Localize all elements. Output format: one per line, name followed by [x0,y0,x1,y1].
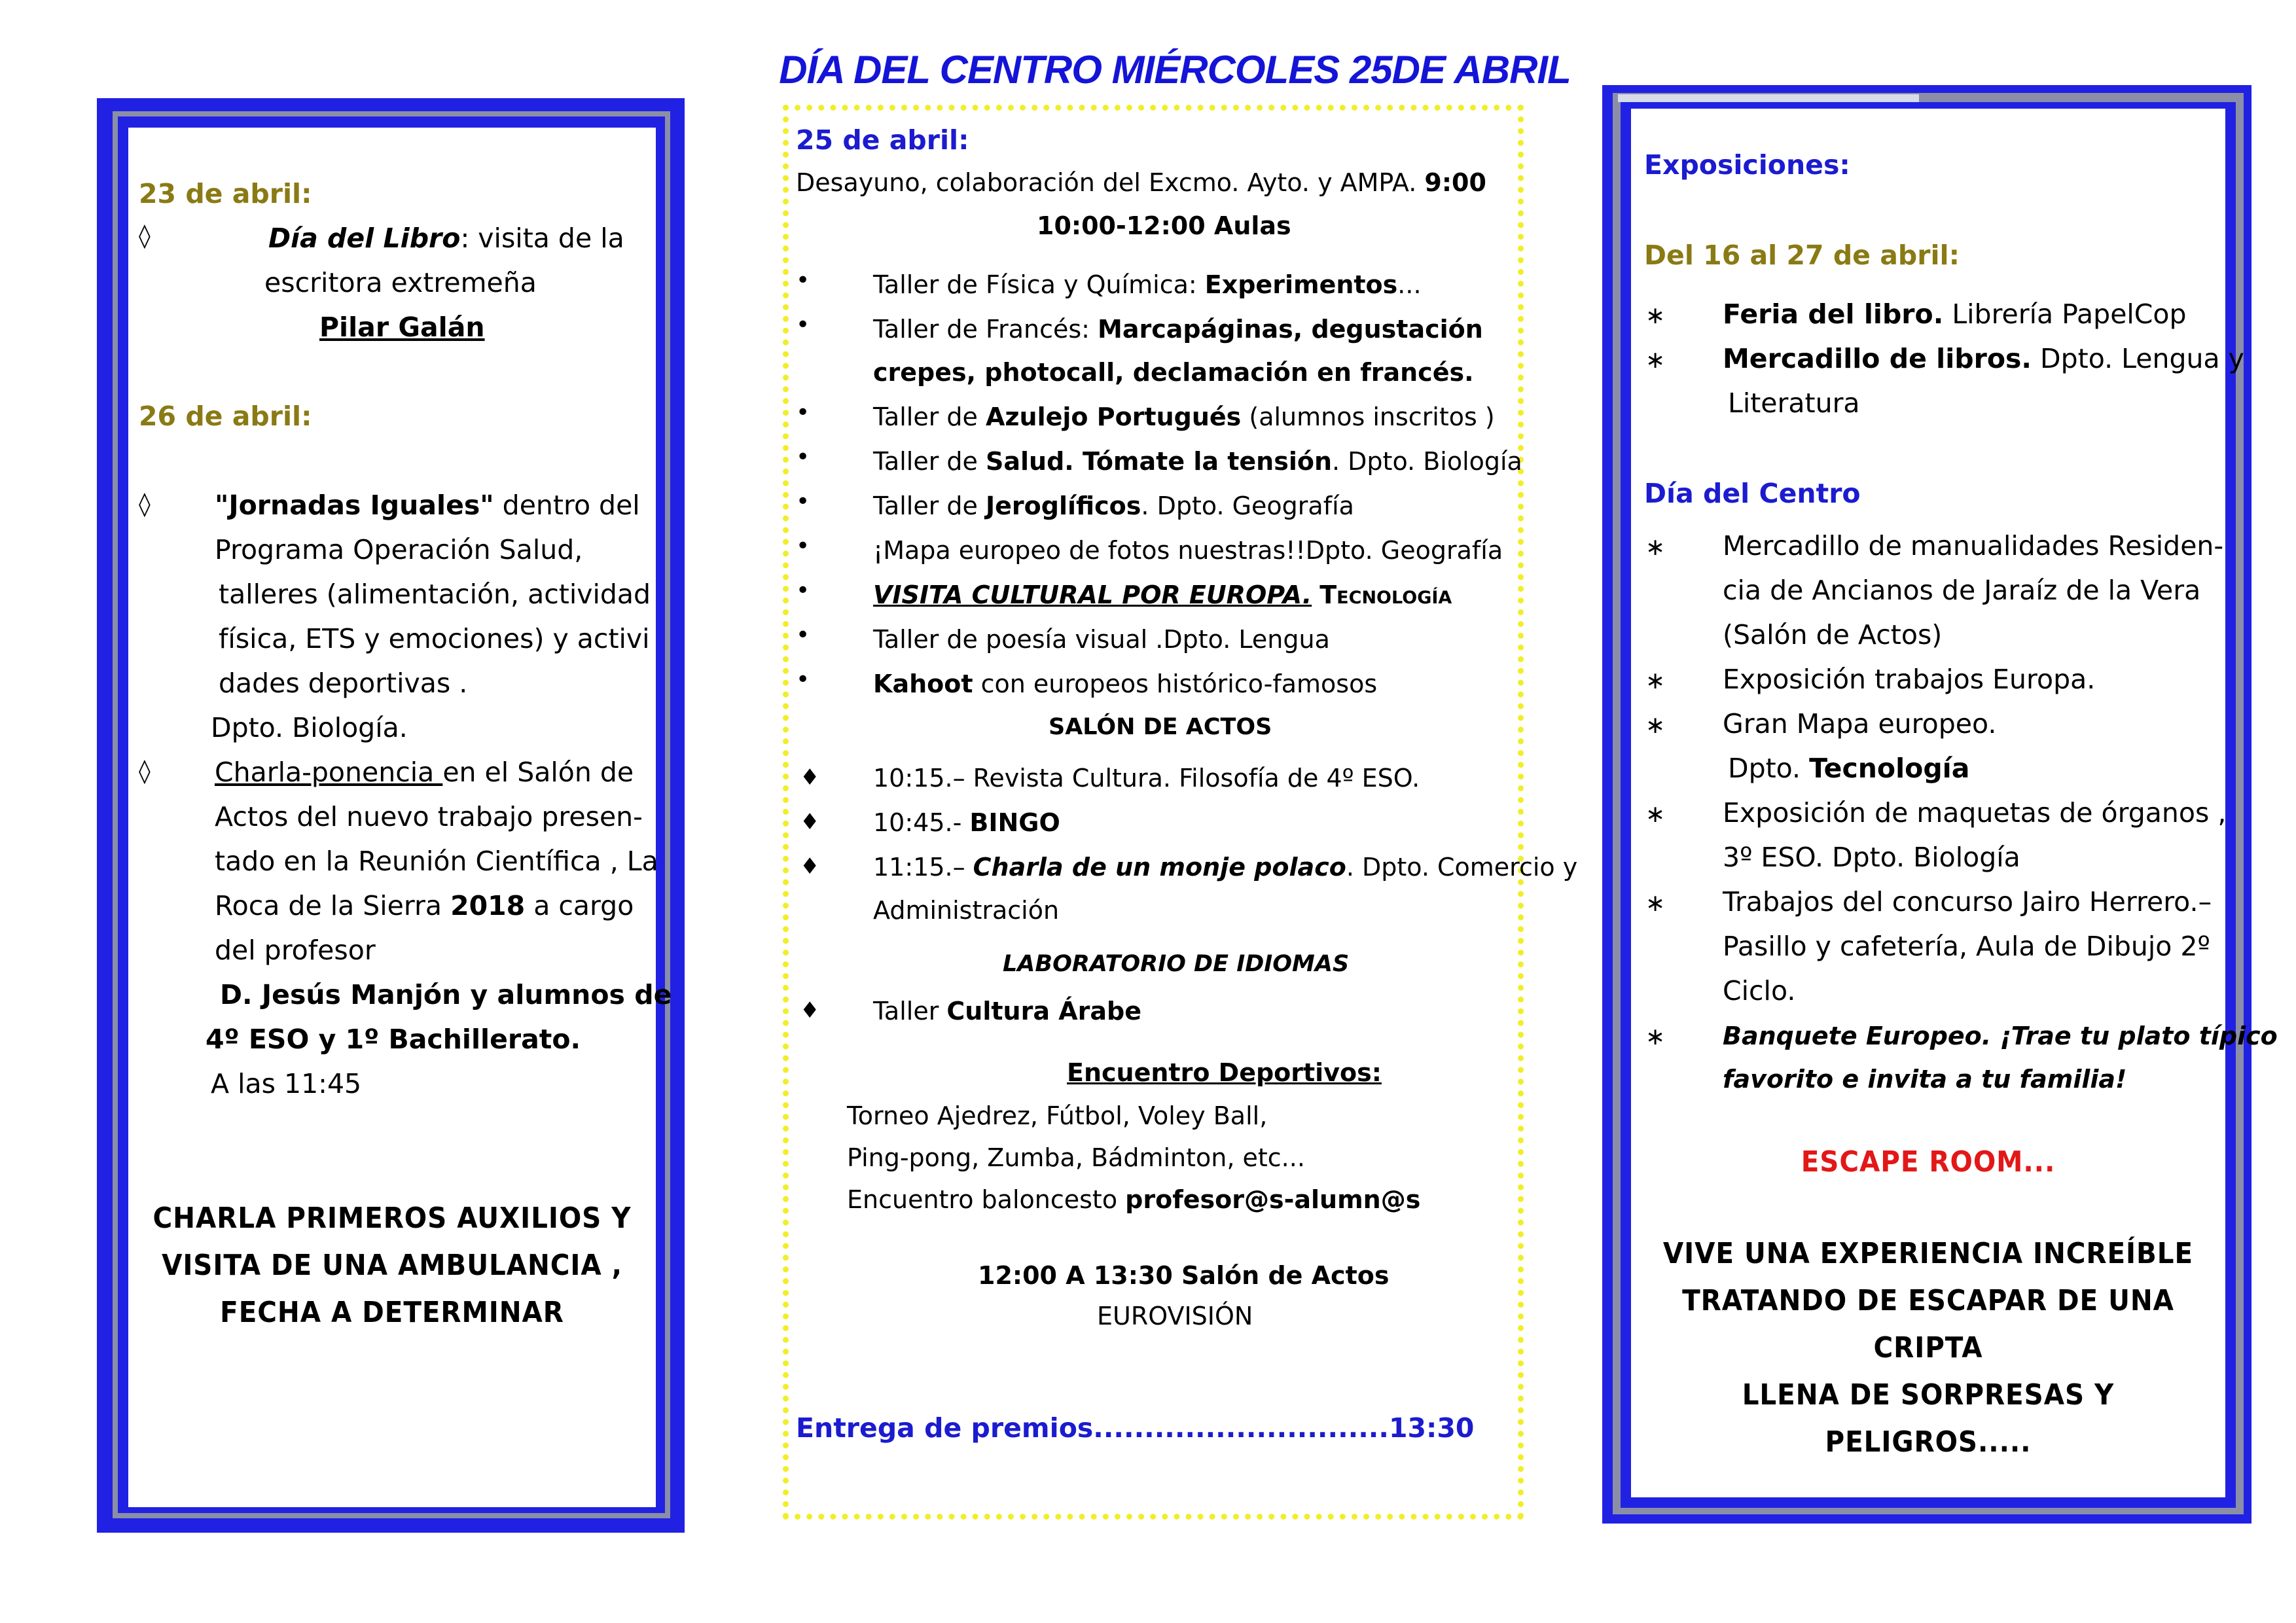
salon-item [873,801,1060,844]
author-name: Pilar Galán [319,312,485,343]
salon-text: 10:45.- [873,808,970,837]
left-item-2-line: dades deportivas . [219,668,468,699]
jornadas-iguales: "Jornadas Iguales" [215,490,494,521]
charla-monje: Charla de un monje polaco [973,853,1346,882]
workshop-item [873,484,1354,527]
right-item-line: Exposición trabajos Europa. [1723,664,2096,695]
expo-dates: Del 16 al 27 de abril: [1644,240,1960,271]
left-item-3-line: Actos del nuevo trabajo presen- [215,801,643,832]
lab-item [873,990,1141,1033]
right-item-line: (Salón de Actos) [1723,619,1943,651]
sports-line: Torneo Ajedrez, Fútbol, Voley Ball, [847,1101,1268,1130]
workshop-item [873,308,1483,351]
star-bullet-icon: ∗ [1645,801,1666,828]
feria-bold: Feria del libro. [1723,298,1944,330]
year-2018: 2018 [450,890,526,921]
left-item-3-line: del profesor [215,935,376,966]
left-item-3 [215,750,634,794]
left-item-2-line: Programa Operación Salud, [215,534,583,565]
left-item-3-l4c: a cargo [525,890,634,921]
workshop-text: Taller de [873,447,986,476]
left-item-3-line: tado en la Reunión Científica , La [215,846,658,877]
star-bullet-icon: ∗ [1645,302,1666,329]
page-title: DÍA DEL CENTRO MIÉRCOLES 25DE ABRIL [779,48,1571,92]
mercadillo-bold: Mercadillo de libros. [1723,343,2032,374]
workshop-item-line2: crepes, photocall, declamación en francés. [873,358,1474,387]
workshop-text: . Dpto. Geografía [1141,491,1354,520]
workshop-text: ... [1397,270,1422,299]
tecnologia-line [1728,746,1969,791]
star-bullet-icon: ∗ [1645,668,1666,694]
sports-heading: Encuentro Deportivos: [1067,1058,1382,1087]
workshop-item: Taller de poesía visual .Dpto. Lengua [873,625,1330,654]
first-aid-line: VISITA DE UNA AMBULANCIA , [162,1249,622,1282]
banquete-line: favorito e invita a tu familia! [1723,1065,2127,1094]
right-item-line: Ciclo. [1723,975,1796,1007]
salon-item-line2: Administración [873,896,1060,925]
workshop-text: . Dpto. Biología [1332,447,1522,476]
aulas-line: 10:00-12:00 Aulas [1037,211,1291,240]
charla-ponencia: Charla-ponencia [215,757,443,788]
diamond-icon: ♦ [800,853,820,880]
lab-text: Taller [873,997,947,1026]
workshop-item [873,573,1452,616]
right-item-line: cia de Ancianos de Jaraíz de la Vera [1723,575,2201,606]
feria-item [1723,292,2187,336]
workshop-bold: Jeroglíficos [985,491,1141,520]
bullet-icon: • [796,444,810,471]
left-item-3-line [215,883,634,928]
workshop-text: con europeos histórico-famosos [973,669,1378,698]
workshop-item [873,395,1495,438]
dia-centro-heading: Día del Centro [1644,478,1861,509]
salon-item [873,846,1577,889]
salon-heading: SALÓN DE ACTOS [1049,714,1272,740]
bullet-icon: • [796,399,810,426]
date-26-april: 26 de abril: [139,401,312,432]
bullet-icon: • [796,533,810,560]
eurovision: EUROVISIÓN [1097,1302,1253,1330]
mercadillo-line2: Literatura [1728,387,1860,419]
workshop-text: (alumnos inscritos ) [1241,402,1495,431]
breakfast-text: Desayuno, colaboración del Excmo. Ayto. y AMPA. [796,168,1417,197]
escape-room-description [1655,1230,2201,1466]
tecnologia-label: Tecnología [1319,580,1452,609]
first-aid-line: CHARLA PRIMEROS AUXILIOS Y [152,1202,632,1235]
left-item-1-text: : visita de la [460,223,624,254]
bullet-icon: • [796,622,810,649]
right-item-line: Pasillo y cafetería, Aula de Dibujo 2º [1723,931,2210,962]
workshop-text: Taller de [873,491,986,520]
left-item-2 [215,483,640,527]
tecnologia-bold: Tecnología [1809,753,1970,784]
workshop-item: ¡Mapa europeo de fotos nuestras!!Dpto. Geografía [873,536,1503,565]
workshop-item [873,263,1422,306]
left-item-3-l4a: Roca de la Sierra [215,890,451,921]
left-item-3-time: A las 11:45 [211,1068,362,1099]
right-item-line: 3º ESO. Dpto. Biología [1723,842,2020,873]
students: 4º ESO y 1º Bachillerato. [206,1024,581,1055]
workshop-item [873,440,1522,483]
date-25-april: 25 de abril: [796,124,969,156]
workshop-bold: Experimentos [1204,270,1398,299]
bullet-icon: • [796,312,810,338]
bullet-icon: • [796,488,810,515]
salon-text: 11:15.– [873,853,973,882]
diamond-icon: ♦ [800,764,820,791]
star-bullet-icon: ∗ [1645,1024,1666,1050]
escape-line: VIVE UNA EXPERIENCIA INCREÍBLE [1662,1237,2194,1270]
first-aid-banner [149,1195,635,1336]
expo-heading: Exposiciones: [1644,149,1850,181]
sports-line [847,1178,1420,1221]
star-bullet-icon: ∗ [1645,347,1666,374]
workshop-text: Taller de Física y Química: [873,270,1205,299]
salon-text: . Dpto. Comercio y [1346,853,1578,882]
banquete-line: Banquete Europeo. ¡Trae tu plato típico [1723,1022,2278,1050]
right-item-line: Mercadillo de manualidades Residen- [1723,530,2224,562]
diamond-icon: ♦ [800,809,820,835]
left-item-1-line2: escritora extremeña [264,267,537,298]
bullet-icon: • [796,267,810,294]
basket-teams: profesor@s-alumn@s [1125,1185,1421,1214]
left-item-2-line: física, ETS y emociones) y activi [219,623,650,654]
right-item-line: Trabajos del concurso Jairo Herrero.– [1723,886,2212,918]
diamond-bullet-icon: ◊ [139,758,151,785]
star-bullet-icon: ∗ [1645,890,1666,917]
escape-room-title: ESCAPE ROOM... [1801,1145,2056,1179]
first-aid-line: FECHA A DETERMINAR [220,1296,564,1329]
workshop-text: Taller de [873,402,986,431]
left-item-3-text: en el Salón de [442,757,634,788]
escape-line: LLENA DE SORPRESAS Y PELIGROS..... [1742,1378,2115,1459]
diamond-icon: ♦ [800,997,820,1024]
star-bullet-icon: ∗ [1645,534,1666,561]
right-item-line: Gran Mapa europeo. [1723,708,1997,740]
awards-line: Entrega de premios.............................13:30 [796,1412,1475,1444]
workshop-bold: Azulejo Portugués [985,402,1242,431]
left-item-2-line: talleres (alimentación, actividad [219,579,651,610]
bullet-icon: • [796,666,810,693]
workshop-bold: Salud. Tómate la tensión [985,447,1333,476]
diamond-bullet-icon: ◊ [139,223,151,249]
dia-del-libro: Día del Libro [268,223,461,254]
diamond-bullet-icon: ◊ [139,491,151,518]
left-item-2-dept: Dpto. Biología. [211,712,408,743]
eurovision-time: 12:00 A 13:30 Salón de Actos [978,1261,1390,1290]
feria-text: Librería PapelCop [1943,298,2187,330]
visita-cultural: VISITA CULTURAL POR EUROPA. [873,580,1312,609]
workshop-text: Taller de Francés: [873,315,1098,344]
salon-item: 10:15.– Revista Cultura. Filosofía de 4º ESO. [873,764,1420,793]
lab-heading: LABORATORIO DE IDIOMAS [1003,951,1350,977]
workshop-bold: Kahoot [873,669,973,698]
mercadillo-text: Dpto. Lengua y [2032,343,2244,374]
breakfast-line [796,161,1486,204]
right-panel-frame-highlight [1618,94,1919,102]
bingo: BINGO [969,808,1060,837]
mercadillo-item [1723,336,2244,381]
left-item-1 [268,216,624,260]
workshop-bold: Marcapáginas, degustación [1098,315,1483,344]
star-bullet-icon: ∗ [1645,712,1666,739]
cultura-arabe: Cultura Árabe [946,997,1141,1026]
breakfast-time: 9:00 [1424,168,1486,197]
tecnologia-pre: Dpto. [1728,753,1810,784]
professor-name: D. Jesús Manjón y alumnos de [220,979,672,1010]
sports-line: Ping-pong, Zumba, Bádminton, etc... [847,1143,1305,1172]
workshop-item [873,662,1377,705]
escape-line: TRATANDO DE ESCAPAR DE UNA CRIPTA [1682,1284,2174,1364]
date-23-april: 23 de abril: [139,178,312,209]
right-item-line: Exposición de maquetas de órganos , [1723,797,2227,829]
bullet-icon: • [796,577,810,604]
left-item-2-text: dentro del [493,490,640,521]
sports-text: Encuentro baloncesto [847,1185,1126,1214]
